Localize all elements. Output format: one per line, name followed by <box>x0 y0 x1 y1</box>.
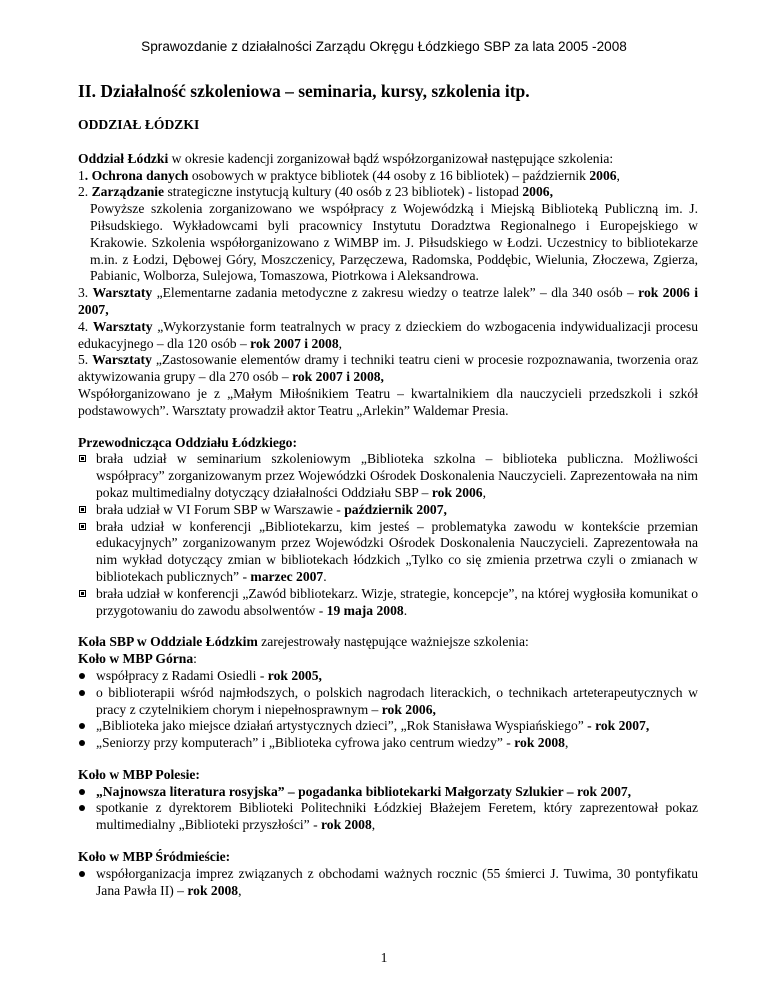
running-header: Sprawozdanie z działalności Zarządu Okręgu Łódzkiego SBP za lata 2005 -2008 <box>141 39 627 54</box>
training-item-3: 3. Warsztaty „Elementarne zadania metodyczne z zakresu wiedzy o teatrze lalek” – dla 340 osób – rok 2006 i 2007, <box>78 285 698 317</box>
training-item-4: 4. Warsztaty „Wykorzystanie form teatralnych w pracy z dzieckiem do wzbogacenia indywidualizacji procesu edukacyjnego – dla 120 osób – rok 2007 i 2008, <box>78 318 698 351</box>
list-item: spotkanie z dyrektorem Biblioteki Politechniki Łódzkiej Błażejem Feretem, który zaprezentował pokaz multimedialny „Biblioteki przyszłości” - rok 2008, <box>78 800 698 834</box>
document-body <box>78 80 698 899</box>
list-item: brała udział w konferencji „Zawód bibliotekarz. Wizje, strategie, koncepcje”, na której wygłosiła komunikat o przygotowaniu do zawodu absolwentów - 19 maja 2008. <box>78 586 698 620</box>
list-item: „Najnowsza literatura rosyjska” – pogadanka bibliotekarki Małgorzaty Szlukier – rok 2007, <box>78 784 698 801</box>
circles-intro: Koła SBP w Oddziale Łódzkim zarejestrowały następujące ważniejsze szkolenia: <box>78 634 529 650</box>
intro-paragraph: Oddział Łódzki w okresie kadencji zorganizował bądź współzorganizował następujące szkolenia: <box>78 150 614 166</box>
list-item: współorganizacja imprez związanych z obchodami ważnych rocznic (55 śmierci J. Tuwima, 30 pontyfikatu Jana Pawła II) – rok 2008, <box>78 866 698 900</box>
list-item: „Biblioteka jako miejsce działań artystycznych dzieci”, „Rok Stanisława Wyspiańskiego” - rok 2007, <box>78 718 698 735</box>
circle-gorna-list <box>78 668 698 752</box>
list-item: współpracy z Radami Osiedli - rok 2005, <box>78 668 698 685</box>
list-item: brała udział w konferencji „Bibliotekarzu, kim jesteś – problematyka zawodu w kontekście przemian edukacyjnych” zorganizowanym przez Wojewódzki Ośrodek Doskonalenia Nauczycieli. Zaprezentowała na nim wykład dotyczący zmian w bibliotekach łódzkich „Tylko co się zmienia przetrwa czyli o zmianach w bibliotekach publicznych” - marzec 2007. <box>78 519 698 586</box>
training-item-5: 5. Warsztaty „Zastosowanie elementów dramy i techniki teatru cieni w procesie rozpoznawania, tworzenia oraz aktywizowania grupy – dla 270 osób – rok 2007 i 2008, <box>78 352 698 385</box>
page-number: 1 <box>380 950 388 965</box>
training-item-1: 1. Ochrona danych osobowych w praktyce bibliotek (44 osoby z 16 bibliotek) – październik 2006, <box>78 167 620 183</box>
chair-activity-list <box>78 451 698 619</box>
section-title: II. Działalność szkoleniowa – seminaria, kursy, szkolenia itp. <box>78 81 530 101</box>
circle-polesie-list <box>78 784 698 834</box>
circle-srodmiescie-heading: Koło w MBP Śródmieście: <box>78 849 231 865</box>
training-2-description: Powyższe szkolenia zorganizowano we współpracy z Wojewódzką i Miejską Biblioteką Publiczną im. J. Piłsudskiego. Wykładowcami byli pracownicy Instytutu Doradztwa Regionalnego i Europejskiego w Krakowie. Szkolenia współorganizowano z WiMBP im. J. Piłsudskiego w Łodzi. Uczestnicy to bibliotekarze m.in. z Łodzi, Dębowej Góry, Moszczenicy, Parzęczewa, Radomska, Poddębic, Wielunia, Złoczewa, Zgierza, Pabianic, Wolborza, Sulejowa, Tomaszowa, Piotrkowa i Aleksandrowa. <box>90 201 698 284</box>
list-item: brała udział w seminarium szkoleniowym „Biblioteka szkolna – biblioteka publiczna. Możliwości współpracy” zorganizowanym przez Wojewódzki Ośrodek Doskonalenia Nauczycieli. Zaprezentowała na nim pokaz multimedialny dotyczący działalności Oddziału SBP – rok 2006, <box>78 451 698 501</box>
circle-polesie-heading: Koło w MBP Polesie: <box>78 766 200 782</box>
list-item: brała udział w VI Forum SBP w Warszawie - październik 2007, <box>78 502 698 519</box>
section-subtitle: ODDZIAŁ ŁÓDZKI <box>78 117 200 132</box>
list-item: „Seniorzy przy komputerach” i „Biblioteka cyfrowa jako centrum wiedzy” - rok 2008, <box>78 735 698 752</box>
intro-lead: Oddział Łódzki <box>78 150 169 166</box>
training-item-2: 2. Zarządzanie strategiczne instytucją kultury (40 osób z 23 bibliotek) - listopad 2006, <box>78 184 553 200</box>
training-5-description: Współorganizowano je z „Małym Miłośnikiem Teatru – kwartalnikiem dla nauczycieli przedszkoli i szkół podstawowych”. Warsztaty prowadził aktor Teatru „Arlekin” Waldemar Presia. <box>78 385 698 418</box>
circle-gorna-heading: Koło w MBP Górna: <box>78 651 197 667</box>
chair-heading: Przewodnicząca Oddziału Łódzkiego: <box>78 434 297 450</box>
list-item: o biblioterapii wśród najmłodszych, o polskich nagrodach literackich, o technikach arteterapeutycznych w pracy z czytelnikiem chorym i niepełnosprawnym – rok 2006, <box>78 685 698 719</box>
circle-srodmiescie-list <box>78 866 698 900</box>
